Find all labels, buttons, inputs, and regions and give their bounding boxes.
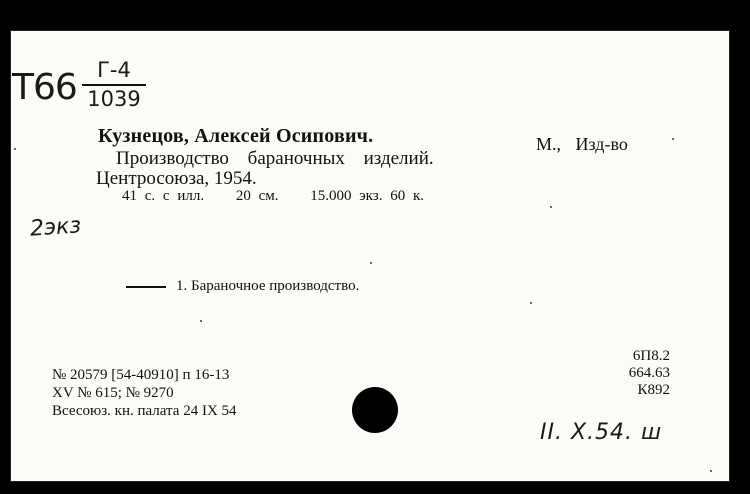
class-code-2: 664.63 [628, 365, 670, 381]
chamber-date: Всесоюз. кн. палата 24 IX 54 [52, 403, 237, 419]
subject-heading [126, 278, 359, 295]
collation-line [122, 188, 424, 205]
call-number-letter: Т66 [12, 67, 77, 108]
print-run-price: 15.000 экз. 60 к. [310, 188, 424, 204]
size-info: 20 см. [235, 188, 279, 204]
publication-place: М., Изд-во [536, 134, 628, 154]
call-number-fraction [82, 58, 146, 110]
handwritten-inventory-mark: II. Х.54. ш [540, 420, 663, 445]
handwritten-copies-note: 2экз [29, 213, 82, 242]
publisher-year: Центросоюза, 1954. [96, 168, 257, 189]
punch-hole [352, 387, 398, 433]
author-heading: Кузнецов, Алексей Осипович. [98, 125, 374, 147]
subject-dash [126, 286, 166, 288]
fraction-bar [82, 84, 146, 86]
registration-number: № 20579 [54-40910] п 16-13 [52, 367, 230, 383]
order-number: XV № 615; № 9270 [52, 385, 174, 401]
catalog-card [10, 30, 730, 482]
imprint-block [52, 366, 237, 420]
author-mark: К892 [637, 382, 670, 398]
pages-info: 41 с. с илл. [122, 188, 205, 204]
class-code-1: 6П8.2 [632, 348, 670, 364]
classification-codes [629, 348, 670, 399]
call-number-denominator: 1039 [87, 87, 141, 111]
book-title: Производство бараночных изделий. [116, 148, 434, 169]
call-number-numerator: Г-4 [97, 58, 131, 82]
subject-text: 1. Бараночное производство. [176, 278, 360, 294]
